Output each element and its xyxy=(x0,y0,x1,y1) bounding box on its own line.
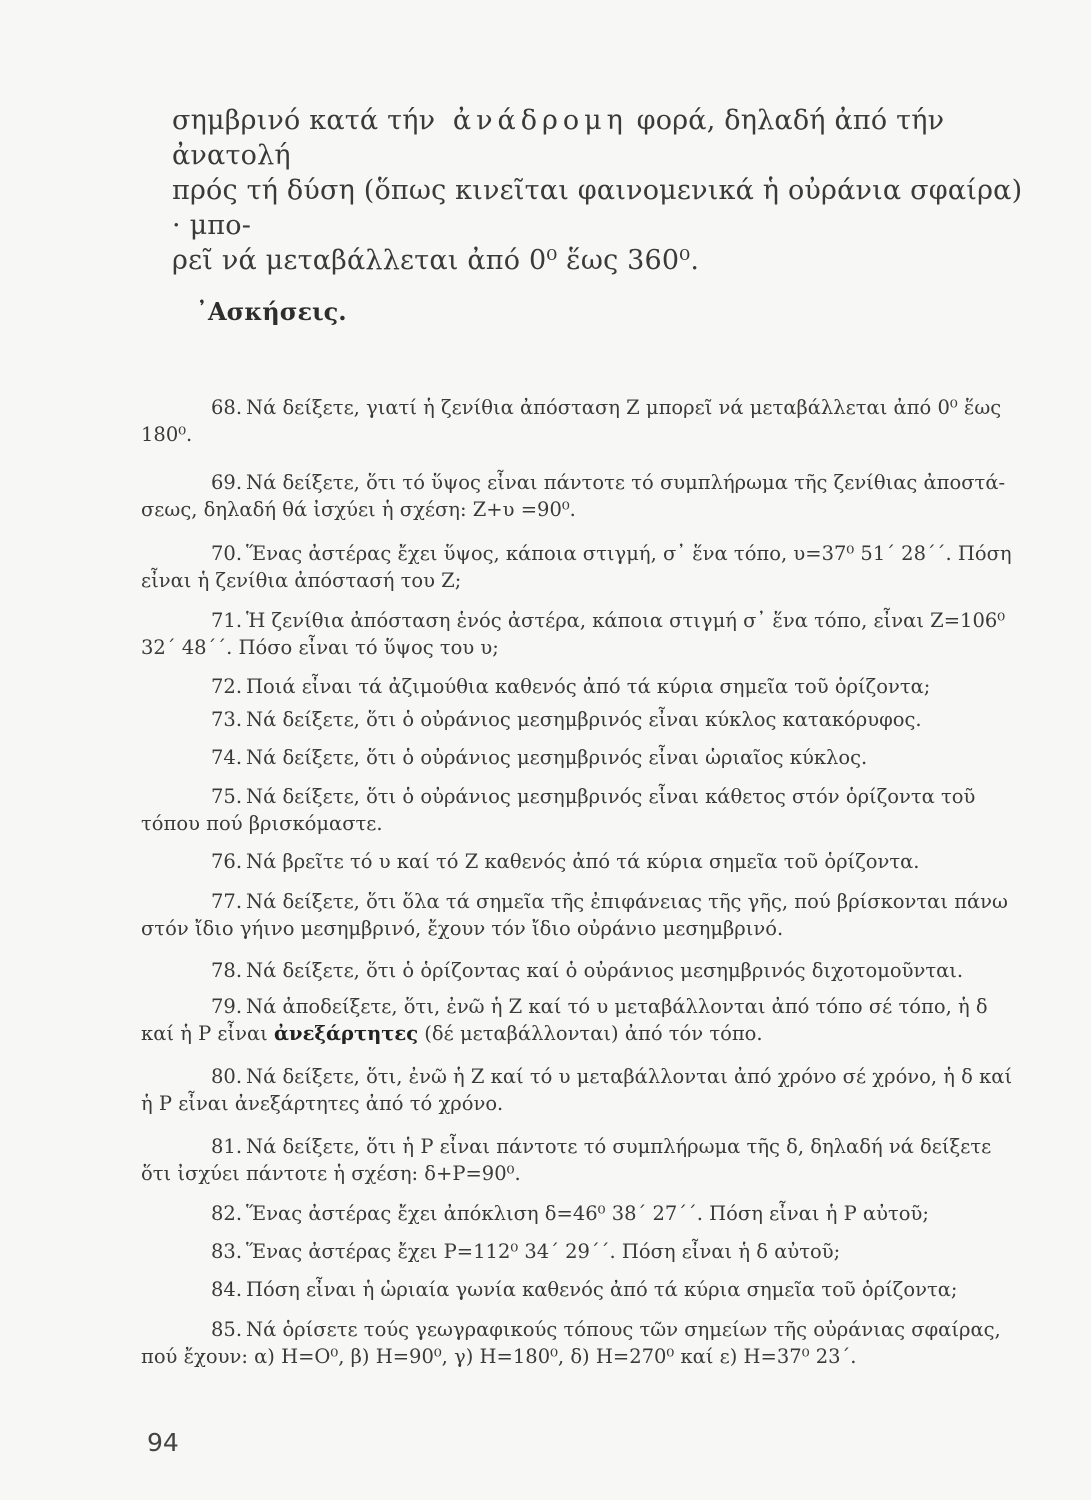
exercise-85: 85. Νά ὁρίσετε τούς γεωγραφικούς τόπους τῶν σημείων τῆς οὐράνιας σφαίρας, πού ἔχουν: α) Η=Ο⁰, β) Η=90⁰, γ) Η=180⁰, δ) Η=270⁰ καί ε) Η=37⁰ 23΄. xyxy=(141,1318,1001,1368)
section-heading: ᾿Ασκήσεις. xyxy=(196,297,347,326)
exercise-72: 72. Ποιά εἶναι τά ἀζιμούθια καθενός ἀπό τά κύρια σημεῖα τοῦ ὁρίζοντα; xyxy=(211,675,931,698)
exercise-74: 74. Νά δείξετε, ὅτι ὁ οὐράνιος μεσημβρινός εἶναι ὡριαῖος κύκλος. xyxy=(211,746,868,769)
exercise-80: 80. Νά δείξετε, ὅτι, ἐνῶ ἡ Ζ καί τό υ μεταβάλλονται ἀπό χρόνο σέ χρόνο, ἡ δ καί ἡ Ρ εἶναι ἀνεξάρτητες ἀπό τό χρόνο. xyxy=(141,1065,1013,1115)
exercise-75: 75. Νά δείξετε, ὅτι ὁ οὐράνιος μεσημβρινός εἶναι κάθετος στόν ὁρίζοντα τοῦ τόπου πού βρισκόμαστε. xyxy=(141,785,976,835)
page-number: 94 xyxy=(147,1428,179,1457)
exercise-69: 69. Νά δείξετε, ὅτι τό ὕψος εἶναι πάντοτε τό συμπλήρωμα τῆς ζενίθιας ἀποστά-σεως, δηλαδή θά ἰσχύει ἡ σχέση: Ζ+υ =90⁰. xyxy=(141,471,1006,521)
intro-line-3: ρεῖ νά μεταβάλλεται ἀπό 0⁰ ἕως 360⁰. xyxy=(172,245,700,276)
exercise-73: 73. Νά δείξετε, ὅτι ὁ οὐράνιος μεσημβρινός εἶναι κύκλος κατακόρυφος. xyxy=(211,708,922,731)
exercise-77: 77. Νά δείξετε, ὅτι ὅλα τά σημεῖα τῆς ἐπιφάνειας τῆς γῆς, πού βρίσκονται πάνω στόν ἴδιο γήινο μεσημβρινό, ἔχουν τόν ἴδιο οὐράνιο μεσημβρινό. xyxy=(141,890,1008,940)
exercise-79: 79. Νά ἀποδείξετε, ὅτι, ἐνῶ ἡ Ζ καί τό υ μεταβάλλονται ἀπό τόπο σέ τόπο, ἡ δ καί ἡ Ρ εἶναι ἀνεξάρτητες (δέ μεταβάλλονται) ἀπό τόν τόπο. xyxy=(141,995,988,1045)
exercise-76: 76. Νά βρεῖτε τό υ καί τό Ζ καθενός ἀπό τά κύρια σημεῖα τοῦ ὁρίζοντα. xyxy=(211,850,920,873)
intro-line-2: πρός τή δύση (ὅπως κινεῖται φαινομενικά ἡ οὐράνια σφαίρα) · μπο- xyxy=(172,175,1023,241)
exercise-78: 78. Νά δείξετε, ὅτι ὁ ὁρίζοντας καί ὁ οὐράνιος μεσημβρινός διχοτομοῦνται. xyxy=(211,959,964,982)
intro-line-1: σημβρινό κατά τήν ἀνάδρομη φορά, δηλαδή ἀπό τήν ἀνατολή xyxy=(172,105,945,171)
emphasized-word: ἀνεξάρτητες xyxy=(274,1022,419,1045)
exercise-82: 82. Ἕνας ἀστέρας ἔχει ἀπόκλιση δ=46⁰ 38΄ 27΄΄. Πόση εἶναι ἡ Ρ αὐτοῦ; xyxy=(211,1202,929,1225)
exercise-84: 84. Πόση εἶναι ἡ ὡριαία γωνία καθενός ἀπό τά κύρια σημεῖα τοῦ ὁρίζοντα; xyxy=(211,1278,958,1301)
exercise-83: 83. Ἕνας ἀστέρας ἔχει Ρ=112⁰ 34΄ 29΄΄. Πόση εἶναι ἡ δ αὐτοῦ; xyxy=(211,1240,841,1263)
exercise-81: 81. Νά δείξετε, ὅτι ἡ Ρ εἶναι πάντοτε τό συμπλήρωμα τῆς δ, δηλαδή νά δείξετε ὅτι ἰσχύει πάντοτε ἡ σχέση: δ+Ρ=90⁰. xyxy=(141,1135,992,1185)
exercise-68: 68. Νά δείξετε, γιατί ἡ ζενίθια ἀπόσταση Ζ μπορεῖ νά μεταβάλλεται ἀπό 0⁰ ἕως 180⁰. xyxy=(141,396,1002,446)
intro-paragraph xyxy=(172,103,1032,278)
exercise-70: 70. Ἕνας ἀστέρας ἔχει ὕψος, κάποια στιγμή, σ᾿ ἕνα τόπο, υ=37⁰ 51΄ 28΄΄. Πόση εἶναι ἡ ζενίθια ἀπόστασή του Ζ; xyxy=(141,542,1012,592)
emphasized-term: ἀνάδρομη xyxy=(452,105,628,136)
exercise-71: 71. Ἡ ζενίθια ἀπόσταση ἑνός ἀστέρα, κάποια στιγμή σ᾿ ἕνα τόπο, εἶναι Ζ=106⁰ 32΄ 48΄΄. Πόσο εἶναι τό ὕψος του υ; xyxy=(141,609,1006,659)
